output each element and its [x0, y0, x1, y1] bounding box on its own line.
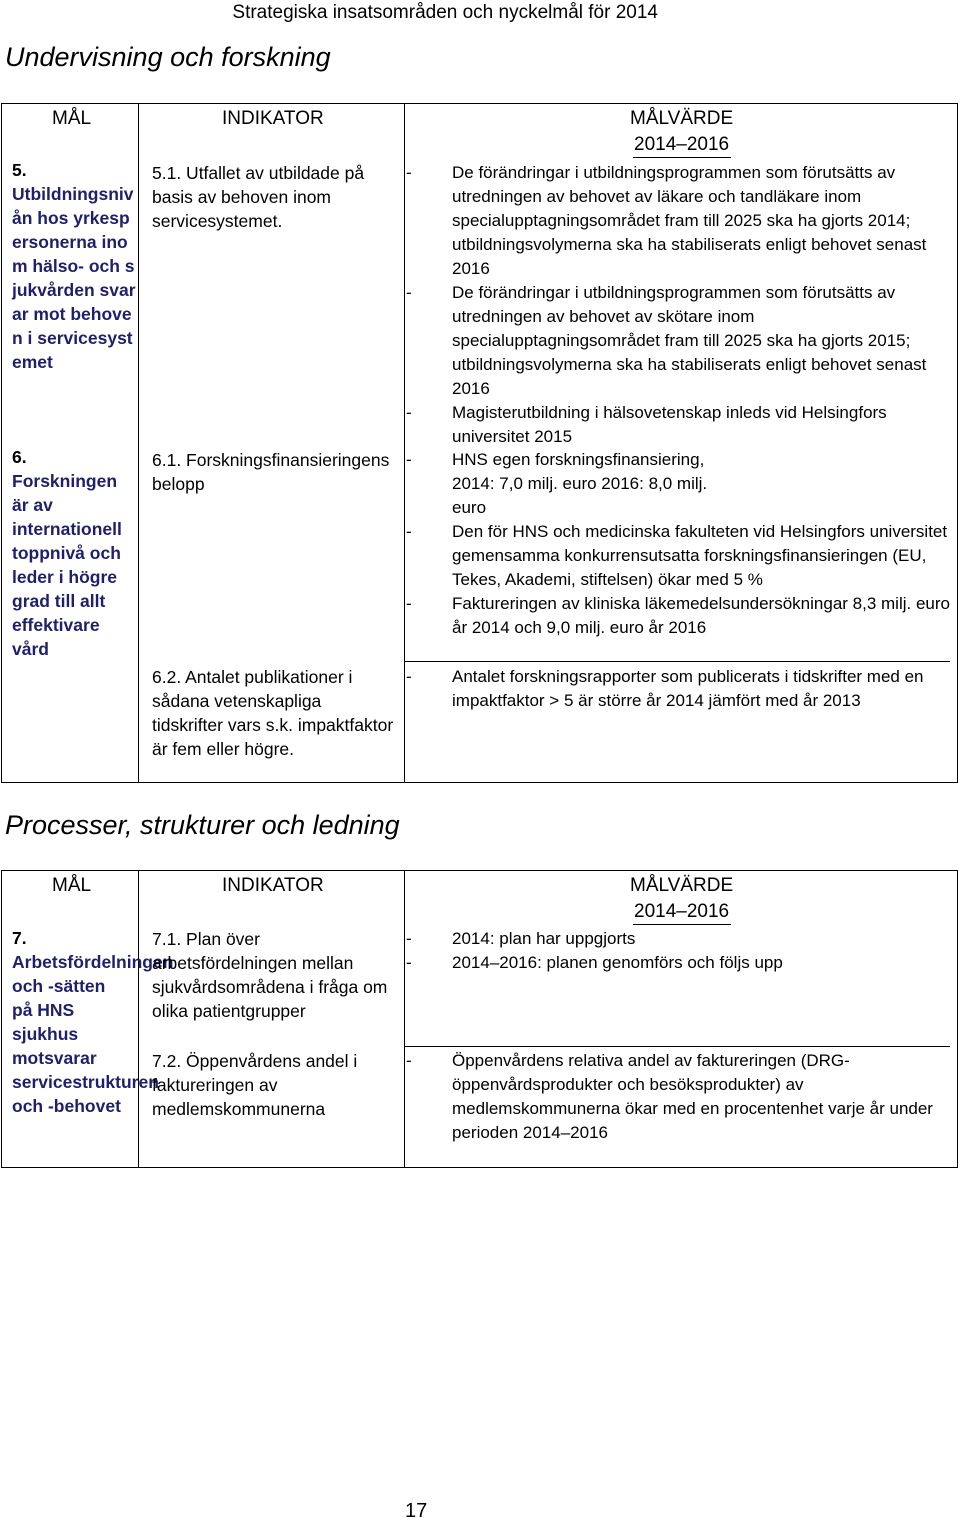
section-title-processes: Processer, strukturer och ledning	[5, 810, 400, 840]
col-header-years: 2014–2016	[634, 134, 730, 155]
col-header-indicator: INDIKATOR	[222, 108, 324, 129]
col-header-indicator: INDIKATOR	[222, 875, 324, 896]
list-item: - Den för HNS och medicinska fakulteten vid Helsingfors universitet gemensamma konkurrensutsatta forskningsfinansieringen (EU, Tekes, Akademi, stiftelsen) ökar med 5 %	[406, 522, 948, 589]
target-list-5-1	[406, 161, 951, 449]
page-number: 17	[405, 1500, 428, 1522]
col-header-goal: MÅL	[52, 875, 92, 896]
list-item: - Magisterutbildning i hälsovetenskap inleds vid Helsingfors universitet 2015	[406, 403, 887, 446]
goal-text: Arbetsfördelningen och -sätten på HNS sjukhus motsvarar servicestrukturen och -behovet	[12, 952, 174, 1116]
col-header-goal: MÅL	[52, 108, 92, 129]
goals-table-teaching-research	[1, 103, 958, 783]
list-item: - 2014: plan har uppgjorts	[406, 929, 636, 948]
goal-5	[12, 158, 137, 374]
page-header: Strategiska insatsområden och nyckelmål för 2014	[232, 2, 658, 23]
target-list-6-2	[406, 665, 951, 713]
goal-text: Forskningen är av internationell toppnivå och leder i högre grad till allt effektivare vård	[12, 471, 122, 659]
section-title-teaching-research: Undervisning och forskning	[5, 42, 331, 72]
goal-number: 7.	[12, 928, 27, 948]
col-header-target: MÅLVÄRDE	[630, 108, 734, 129]
indicator-7-1: 7.1. Plan över arbetsfördelningen mellan sjukvårdsområdena i fråga om olika patientgrupper	[152, 929, 388, 1021]
target-list-7-2	[406, 1049, 951, 1145]
target-list-7-1	[406, 927, 951, 975]
col-header-target: MÅLVÄRDE	[630, 875, 734, 896]
col-header-years: 2014–2016	[634, 901, 730, 922]
goal-7	[12, 926, 174, 1118]
goals-table-processes	[1, 870, 958, 1168]
list-item: - Öppenvårdens relativa andel av faktureringen (DRG-öppenvårdsprodukter och besöksprodukter) av medlemskommunerna ökar med en procentenhet varje år under perioden 2014–2016	[406, 1051, 933, 1142]
target-list-6-1	[406, 448, 951, 640]
list-item: - 2014–2016: planen genomförs och följs upp	[406, 953, 783, 972]
indicator-6-1: 6.1. Forskningsfinansieringens belopp	[152, 450, 390, 494]
goal-number: 6.	[12, 447, 27, 467]
indicator-7-2: 7.2. Öppenvårdens andel i faktureringen av medlemskommunerna	[152, 1051, 358, 1119]
list-item: - Antalet forskningsrapporter som publicerats i tidskrifter med en impaktfaktor > 5 är större år 2014 jämfört med år 2013	[406, 667, 924, 710]
goal-text: Utbildningsnivån hos yrkespersonerna inom hälso- och sjukvården svarar mot behoven i servicesystemet	[12, 184, 136, 372]
goal-6	[12, 445, 137, 661]
indicator-5-1: 5.1. Utfallet av utbildade på basis av behoven inom servicesystemet.	[152, 163, 365, 231]
list-item: - De förändringar i utbildningsprogrammen som förutsätts av utredningen av behovet av läkare och tandläkare inom specialupptagningsområdet fram till 2025 ska ha gjorts 2014; utbildningsvolymerna ska ha stabiliserats enligt behovet senast 2016	[406, 163, 927, 278]
goal-number: 5.	[12, 160, 27, 180]
list-item: - De förändringar i utbildningsprogrammen som förutsätts av utredningen av behovet av skötare inom specialupptagningsområdet fram till 2025 ska ha gjorts 2015; utbildningsvolymerna ska ha stabiliserats enligt behovet senast 2016	[406, 283, 927, 398]
list-item: - Faktureringen av kliniska läkemedelsundersökningar 8,3 milj. euro år 2014 och 9,0 milj. euro år 2016	[406, 594, 950, 637]
indicator-6-2: 6.2. Antalet publikationer i sådana vetenskapliga tidskrifter vars s.k. impaktfaktor är fem eller högre.	[152, 667, 394, 759]
list-item: - HNS egen forskningsfinansiering, 2014: 7,0 milj. euro 2016: 8,0 milj. euro	[406, 450, 708, 517]
